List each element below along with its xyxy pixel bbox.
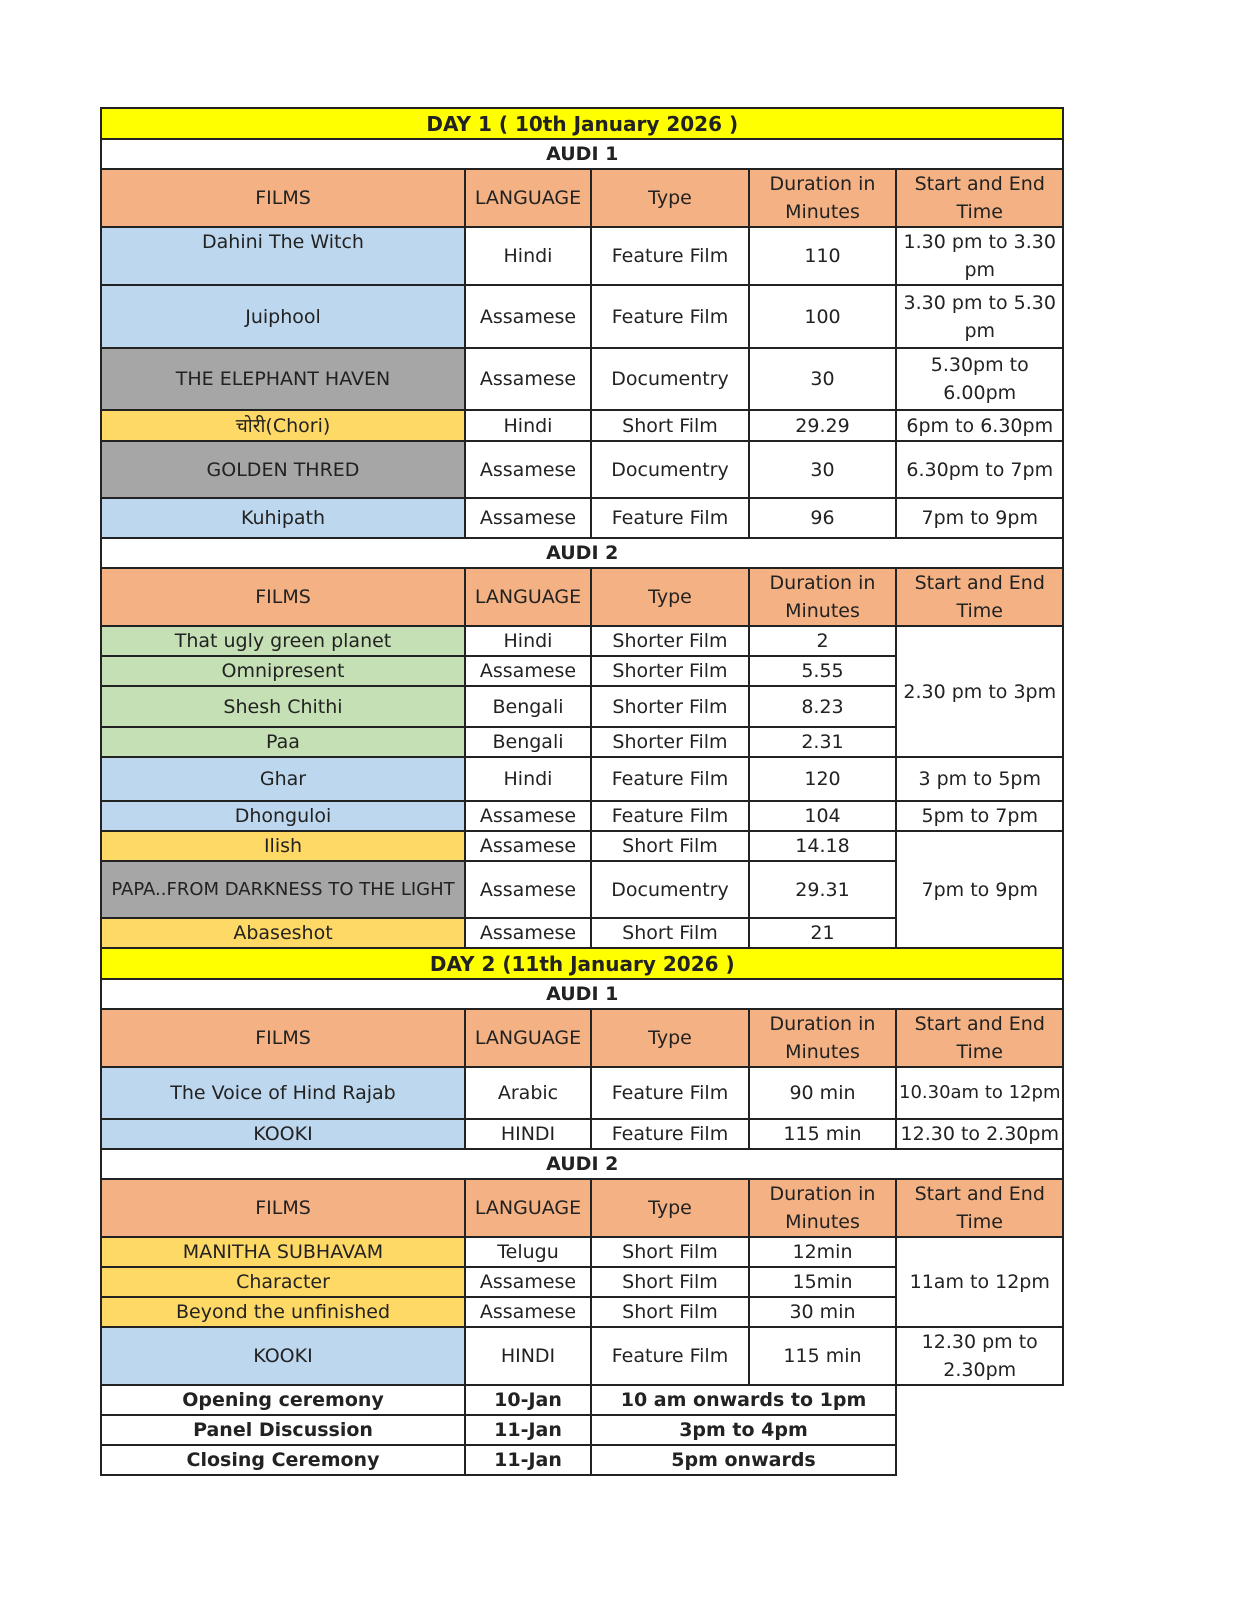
film-duration: 30 min [749,1297,896,1327]
header-time: Start and End Time [896,568,1063,626]
film-title: KOOKI [101,1119,465,1149]
table-row [101,1067,1063,1119]
film-duration: 8.23 [749,686,896,727]
film-type: Documentry [591,348,749,410]
film-duration: 14.18 [749,831,896,861]
film-title: Omnipresent [101,656,465,686]
film-type: Shorter Film [591,686,749,727]
film-language: Hindi [465,757,591,801]
film-duration: 30 [749,441,896,498]
film-language: HINDI [465,1327,591,1385]
film-time-group: 7pm to 9pm [896,831,1063,948]
event-time: 10 am onwards to 1pm [591,1385,896,1415]
film-title: Paa [101,727,465,757]
film-language: Assamese [465,441,591,498]
film-duration: 90 min [749,1067,896,1119]
film-title: Shesh Chithi [101,686,465,727]
film-duration: 104 [749,801,896,831]
table-row [101,348,1063,410]
film-title: Abaseshot [101,918,465,948]
table-row [101,410,1063,441]
header-type: Type [591,1009,749,1067]
header-language: LANGUAGE [465,1009,591,1067]
film-duration: 96 [749,498,896,538]
table-row [101,498,1063,538]
day1-audi2-row [101,538,1063,568]
film-title: THE ELEPHANT HAVEN [101,348,465,410]
film-duration: 21 [749,918,896,948]
header-films: FILMS [101,169,465,227]
film-duration: 29.29 [749,410,896,441]
film-type: Feature Film [591,498,749,538]
film-duration: 2.31 [749,727,896,757]
film-language: Arabic [465,1067,591,1119]
day2-audi2-label: AUDI 2 [101,1149,1063,1179]
film-title: Ilish [101,831,465,861]
film-language: Hindi [465,410,591,441]
film-type: Shorter Film [591,727,749,757]
film-title: That ugly green planet [101,626,465,656]
film-time: 6.30pm to 7pm [896,441,1063,498]
film-language: Assamese [465,348,591,410]
film-language: Assamese [465,1297,591,1327]
film-title: Beyond the unfinished [101,1297,465,1327]
table-row [101,1119,1063,1149]
film-type: Short Film [591,918,749,948]
table-row [101,1237,1063,1267]
header-language: LANGUAGE [465,1179,591,1237]
event-date: 10-Jan [465,1385,591,1415]
day1-audi2-label: AUDI 2 [101,538,1063,568]
event-time: 3pm to 4pm [591,1415,896,1445]
film-language: Assamese [465,498,591,538]
header-films: FILMS [101,1179,465,1237]
day1-audi1-label: AUDI 1 [101,139,1063,169]
film-type: Feature Film [591,1067,749,1119]
empty-cell [896,1445,1063,1475]
film-time: 1.30 pm to 3.30 pm [896,227,1063,285]
empty-cell [896,1385,1063,1415]
day2-audi1-row [101,979,1063,1009]
film-language: Assamese [465,831,591,861]
header-duration: Duration in Minutes [749,1179,896,1237]
header-duration: Duration in Minutes [749,568,896,626]
film-duration: 30 [749,348,896,410]
film-duration: 100 [749,285,896,348]
table-row [101,626,1063,656]
film-language: HINDI [465,1119,591,1149]
film-duration: 2 [749,626,896,656]
film-type: Short Film [591,1297,749,1327]
day2-audi1-label: AUDI 1 [101,979,1063,1009]
table-row [101,801,1063,831]
film-type: Short Film [591,410,749,441]
film-time: 10.30am to 12pm [896,1067,1063,1119]
film-title: चोरी(Chori) [101,410,465,441]
table-header-row [101,1179,1063,1237]
film-language: Assamese [465,285,591,348]
film-language: Assamese [465,918,591,948]
header-type: Type [591,1179,749,1237]
film-language: Bengali [465,727,591,757]
film-title: MANITHA SUBHAVAM [101,1237,465,1267]
film-time: 7pm to 9pm [896,498,1063,538]
film-time: 6pm to 6.30pm [896,410,1063,441]
table-row [101,757,1063,801]
film-type: Shorter Film [591,626,749,656]
film-title: PAPA..FROM DARKNESS TO THE LIGHT [101,861,465,918]
event-row [101,1445,1063,1475]
film-type: Short Film [591,1267,749,1297]
table-row [101,227,1063,285]
film-type: Documentry [591,441,749,498]
event-date: 11-Jan [465,1445,591,1475]
film-duration: 5.55 [749,656,896,686]
film-title: Juiphool [101,285,465,348]
film-title: Dahini The Witch [101,227,465,285]
event-name: Closing Ceremony [101,1445,465,1475]
film-time: 5pm to 7pm [896,801,1063,831]
header-type: Type [591,568,749,626]
film-type: Feature Film [591,227,749,285]
film-duration: 12min [749,1237,896,1267]
empty-cell [896,1415,1063,1445]
film-time: 12.30 pm to 2.30pm [896,1327,1063,1385]
film-language: Hindi [465,626,591,656]
film-language: Bengali [465,686,591,727]
film-duration: 15min [749,1267,896,1297]
film-type: Feature Film [591,757,749,801]
header-films: FILMS [101,568,465,626]
film-duration: 120 [749,757,896,801]
table-row [101,441,1063,498]
film-title: Ghar [101,757,465,801]
film-type: Shorter Film [591,656,749,686]
film-duration: 115 min [749,1327,896,1385]
table-header-row [101,1009,1063,1067]
film-duration: 29.31 [749,861,896,918]
event-time: 5pm onwards [591,1445,896,1475]
day2-title: DAY 2 (11th January 2026 ) [101,948,1063,979]
header-language: LANGUAGE [465,568,591,626]
film-duration: 110 [749,227,896,285]
table-header-row [101,169,1063,227]
film-title: GOLDEN THRED [101,441,465,498]
film-duration: 115 min [749,1119,896,1149]
film-title: KOOKI [101,1327,465,1385]
day1-audi1-row [101,139,1063,169]
header-time: Start and End Time [896,1009,1063,1067]
event-name: Opening ceremony [101,1385,465,1415]
day1-banner-row [101,108,1063,139]
film-type: Documentry [591,861,749,918]
film-type: Feature Film [591,801,749,831]
event-date: 11-Jan [465,1415,591,1445]
film-type: Feature Film [591,1119,749,1149]
film-type: Short Film [591,831,749,861]
film-language: Assamese [465,861,591,918]
table-row [101,831,1063,861]
film-type: Short Film [591,1237,749,1267]
film-language: Assamese [465,656,591,686]
table-header-row [101,568,1063,626]
film-title: Kuhipath [101,498,465,538]
film-type: Feature Film [591,285,749,348]
film-time: 3.30 pm to 5.30 pm [896,285,1063,348]
header-type: Type [591,169,749,227]
table-row [101,285,1063,348]
film-time: 5.30pm to 6.00pm [896,348,1063,410]
film-language: Assamese [465,801,591,831]
film-time: 3 pm to 5pm [896,757,1063,801]
header-time: Start and End Time [896,1179,1063,1237]
event-name: Panel Discussion [101,1415,465,1445]
film-type: Feature Film [591,1327,749,1385]
header-duration: Duration in Minutes [749,1009,896,1067]
film-time-group: 11am to 12pm [896,1237,1063,1327]
film-language: Hindi [465,227,591,285]
header-time: Start and End Time [896,169,1063,227]
day1-title: DAY 1 ( 10th January 2026 ) [101,108,1063,139]
film-title: The Voice of Hind Rajab [101,1067,465,1119]
film-time: 12.30 to 2.30pm [896,1119,1063,1149]
header-films: FILMS [101,1009,465,1067]
film-language: Telugu [465,1237,591,1267]
day2-audi2-row [101,1149,1063,1179]
film-language: Assamese [465,1267,591,1297]
day2-banner-row [101,948,1063,979]
event-row [101,1385,1063,1415]
film-title: Dhonguloi [101,801,465,831]
film-time-group: 2.30 pm to 3pm [896,626,1063,757]
film-title: Character [101,1267,465,1297]
event-row [101,1415,1063,1445]
film-schedule-table [100,107,1064,1476]
header-duration: Duration in Minutes [749,169,896,227]
header-language: LANGUAGE [465,169,591,227]
table-row [101,1327,1063,1385]
